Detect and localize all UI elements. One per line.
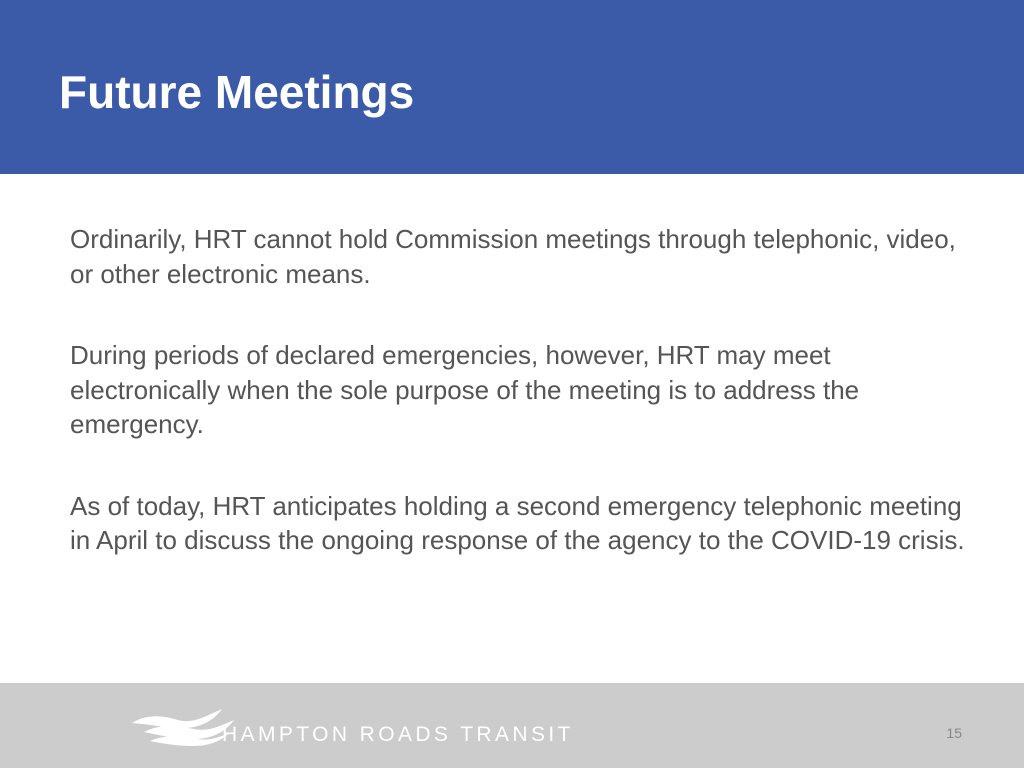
paragraph-emergency-meetings: During periods of declared emergencies, however, HRT may meet electronically when the sole purpose of the meeting is to address the emergency. <box>70 340 860 439</box>
page-number: 15 <box>946 725 962 741</box>
slide-body <box>70 222 970 558</box>
paragraph-upcoming-meeting: As of today, HRT anticipates holding a second emergency telephonic meeting in April to discuss the ongoing response of the agency to the COVID-19 crisis. <box>70 490 965 555</box>
footer-band <box>0 683 1024 768</box>
hampton-roads-transit-logo <box>130 705 580 749</box>
paragraph-ordinary-meetings: Ordinarily, HRT cannot hold Commission meetings through telephonic, video, or other electronic means. <box>70 224 956 289</box>
logo-wordmark: HAMPTON ROADS TRANSIT <box>222 723 574 746</box>
slide-title: Future Meetings <box>59 66 415 118</box>
header-band <box>0 0 1024 174</box>
